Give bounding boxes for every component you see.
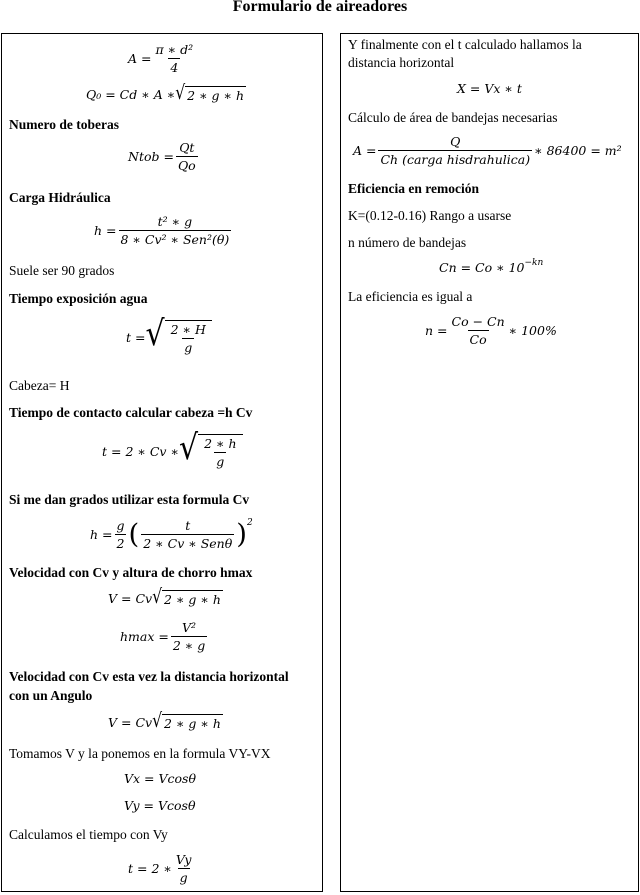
- eq-carga-h: h = $\frac{\text{t² ∗ g}}{\text{8 ∗ Cv² ∗ Sen²(θ)}}$: [94, 214, 230, 247]
- eq-area-bandejas: A = $\frac{Q}{\text{Ch (carga hisdrahulica)}}$ ∗ 86400 = m²: [353, 134, 622, 167]
- eq-tiempo-contacto: t = 2 ∗ Cv ∗ √ $\frac{2 ∗ h}{g}$: [102, 434, 243, 469]
- eq-velocidad-2: V = Cv √ 2 ∗ g ∗ h: [108, 709, 221, 732]
- eq-distancia-x: X = Vx ∗ t: [457, 81, 522, 96]
- heading-velocidad-angulo-1: Velocidad con Cv esta vez la distancia horizontal: [9, 669, 289, 684]
- eficiencia-igual: La eficiencia es igual a: [348, 289, 473, 304]
- intro-line-2: distancia horizontal: [348, 55, 455, 70]
- note-90-grados: Suele ser 90 grados: [9, 263, 115, 278]
- rango-k: K=(0.12-0.16) Rango a usarse: [348, 208, 512, 223]
- heading-tiempo-contacto: Tiempo de contacto calcular cabeza =h Cv: [9, 405, 253, 420]
- eq-eficiencia: n = $\frac{Co - Cn}{Co}$ ∗ 100%: [425, 314, 557, 347]
- page-title: Formulario de aireadores: [232, 0, 408, 15]
- eq-tiempo-vy: t = 2 ∗ $\frac{Vy}{g}$: [128, 852, 192, 885]
- note-calculamos-tiempo: Calculamos el tiempo con Vy: [9, 827, 168, 842]
- note-cabeza: Cabeza= H: [9, 378, 70, 393]
- eq-hmax: hmax = $\frac{\text{V²}}{2 ∗ g}$: [120, 620, 206, 653]
- intro-line-1: Y finalmente con el t calculado hallamos la: [348, 37, 582, 52]
- heading-grados-cv: Si me dan grados utilizar esta formula Cv: [9, 492, 250, 507]
- heading-velocidad-angulo-2: con un Angulo: [9, 688, 93, 703]
- note-tomamos-v: Tomamos V y la ponemos en la formula VY-VX: [9, 746, 271, 761]
- left-column: [1, 33, 323, 892]
- eq-vy: Vy = Vcosθ: [124, 798, 196, 813]
- heading-tiempo-exposicion: Tiempo exposición agua: [9, 291, 148, 306]
- n-bandejas: n número de bandejas: [348, 235, 467, 250]
- eq-ntob: Ntob = $\frac{Qt}{Qo}$: [128, 140, 196, 173]
- heading-numero-toberas: Numero de toberas: [9, 117, 119, 132]
- eq-caudal-q0: Q₀ = Cd ∗ A ∗ √ 2 ∗ g ∗ h: [86, 81, 245, 104]
- eq-cn: Cn = Co ∗ 10 $^{-kn}$: [439, 258, 544, 275]
- eq-area-circle: A = $\frac{\text{π ∗ d²}}{4}$: [128, 42, 194, 75]
- heading-eficiencia: Eficiencia en remoción: [348, 181, 479, 196]
- eq-tiempo-exposicion: t = √ $\frac{2 ∗ H}{g}$: [126, 320, 212, 355]
- heading-carga-hidraulica: Carga Hidráulica: [9, 190, 111, 205]
- right-column: [340, 33, 639, 892]
- heading-velocidad-hmax: Velocidad con Cv y altura de chorro hmax: [9, 565, 253, 580]
- eq-h-grados: h = $\frac{g}{2}$ ( $\frac{t}{\text{2 ∗ Cv ∗ Senθ}}$ ) $^2$: [90, 517, 253, 551]
- calc-area-bandejas: Cálculo de área de bandejas necesarias: [348, 110, 558, 125]
- eq-velocidad-1: V = Cv √ 2 ∗ g ∗ h: [108, 585, 221, 608]
- eq-vx: Vx = Vcosθ: [124, 771, 196, 786]
